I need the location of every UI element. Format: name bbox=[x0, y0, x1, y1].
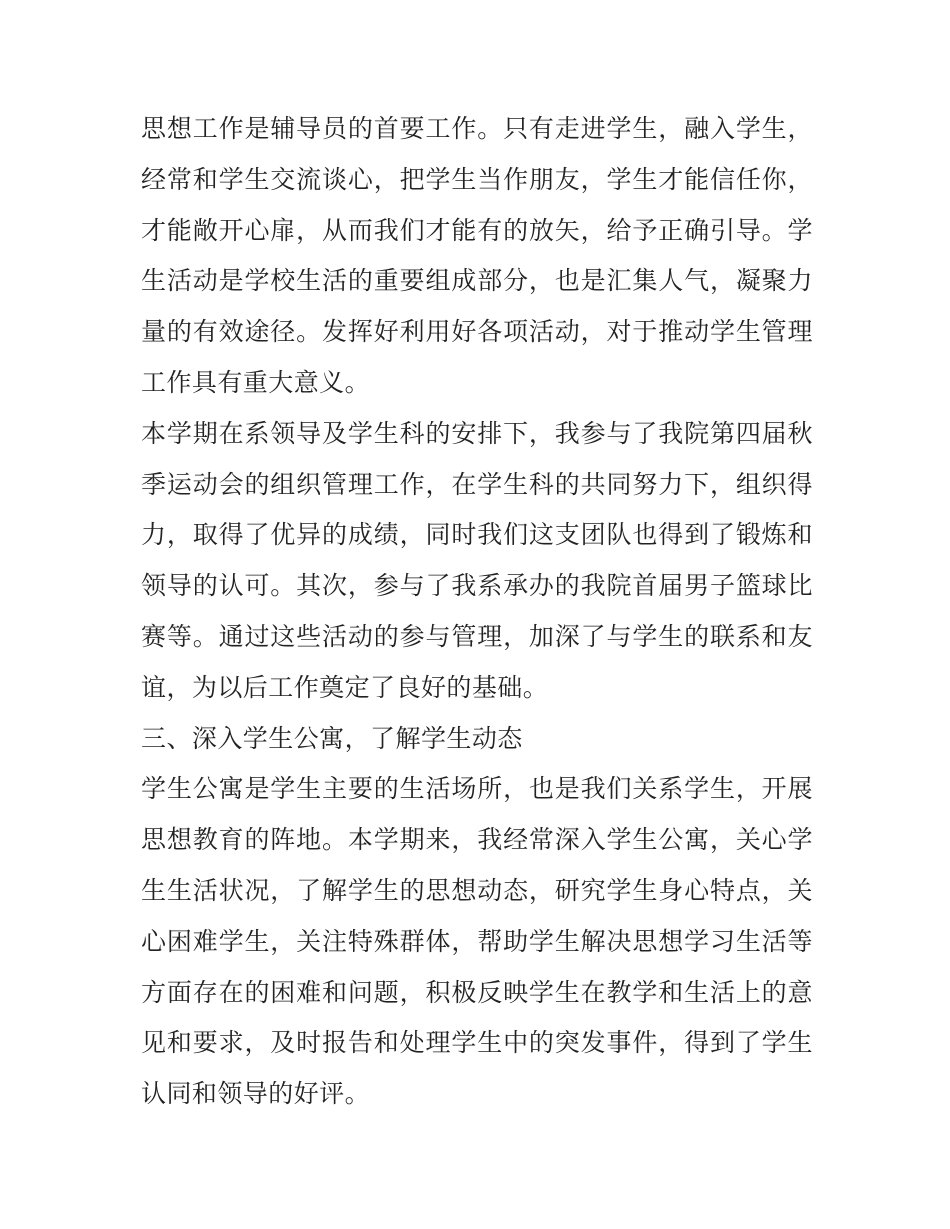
paragraph-dormitory: 学生公寓是学生主要的生活场所，也是我们关系学生，开展思想教育的阵地。本学期来，我经常深入学生公寓，关心学生生活状况，了解学生的思想动态，研究学生身心特点，关心困难学生，关注特殊群体，帮助学生解决思想学习生活等方面存在的困难和问题，积极反映学生在教学和生活上的意见和要求，及时报告和处理学生中的突发事件，得到了学生认同和领导的好评。 bbox=[141, 774, 813, 1109]
section-heading-dormitory: 三、深入学生公寓，了解学生动态 bbox=[141, 723, 523, 753]
paragraph-ideological-work: 思想工作是辅导员的首要工作。只有走进学生，融入学生，经常和学生交流谈心，把学生当作朋友，学生才能信任你，才能敞开心扉，从而我们才能有的放矢，给予正确引导。学生活动是学校生活的重要组成部分，也是汇集人气，凝聚力量的有效途径。发挥好利用好各项活动，对于推动学生管理工作具有重大意义。 bbox=[141, 114, 813, 397]
document-body bbox=[141, 104, 813, 1120]
paragraph-activities: 本学期在系领导及学生科的安排下，我参与了我院第四届秋季运动会的组织管理工作，在学生科的共同努力下，组织得力，取得了优异的成绩，同时我们这支团队也得到了锻炼和领导的认可。其次，参与了我系承办的我院首届男子篮球比赛等。通过这些活动的参与管理，加深了与学生的联系和友谊，为以后工作奠定了良好的基础。 bbox=[141, 418, 813, 702]
